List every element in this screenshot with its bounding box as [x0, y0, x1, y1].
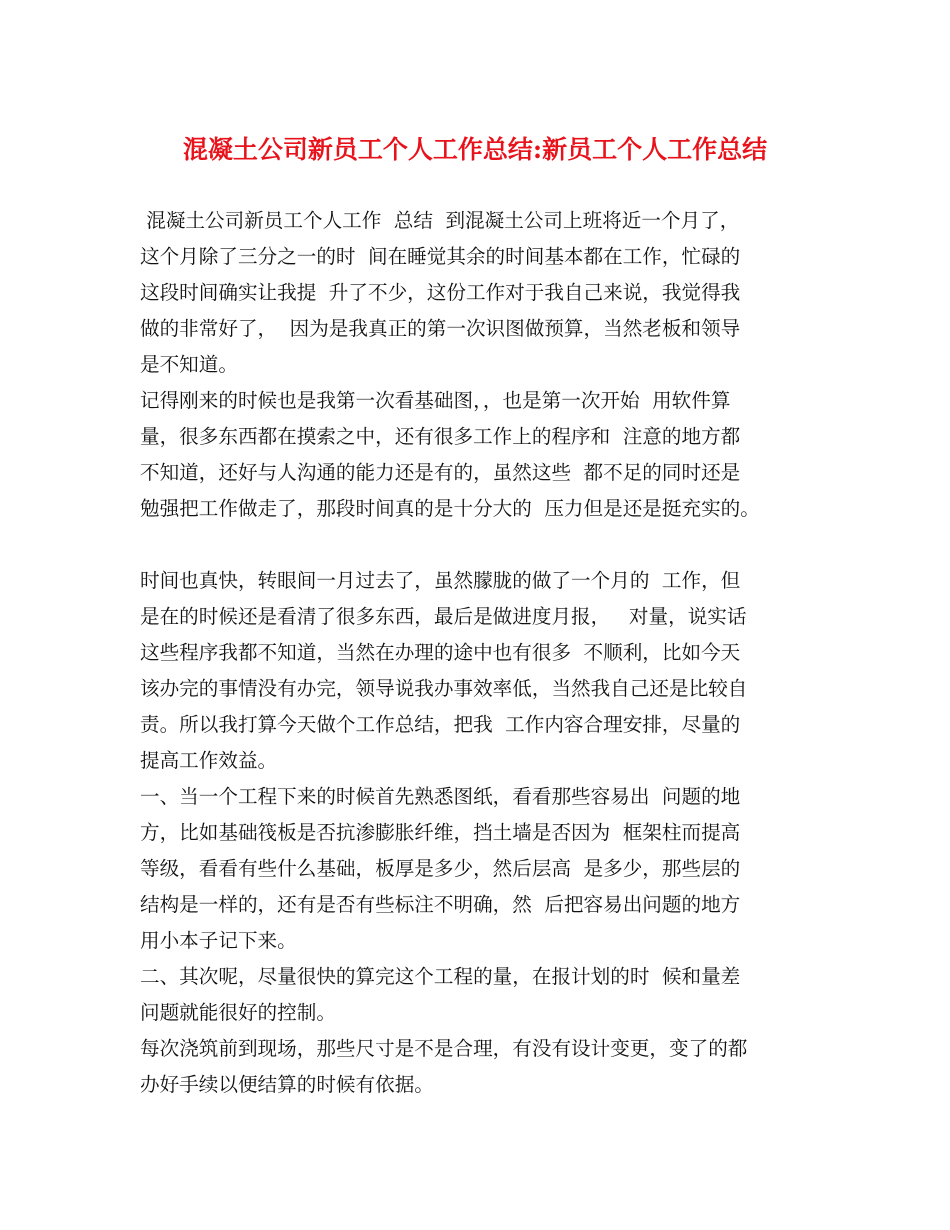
paragraph-site-check [140, 1031, 820, 1103]
text-line: 时间也真快，转眼间一月过去了，虽然朦胧的做了一个月的 工作，但 [140, 569, 741, 592]
text-line: 这些程序我都不知道，当然在办理的途中也有很多 不顺利，比如今天 [140, 641, 741, 664]
paragraph-gap [140, 527, 820, 563]
text-line: 量，很多东西都在摸索之中，还有很多工作上的程序和 注意的地方都 [140, 425, 741, 448]
text-line: 方，比如基础筏板是否抗渗膨胀纤维，挡土墙是否因为 框架柱而提高 [140, 821, 741, 844]
paragraph-point-two [140, 959, 820, 1031]
document-body [140, 203, 820, 1103]
text-line: 是在的时候还是看清了很多东西，最后是做进度月报， 对量，说实话 [140, 605, 747, 628]
text-line: 这个月除了三分之一的时 间在睡觉其余的时间基本都在工作，忙碌的 [140, 245, 741, 268]
text-line: 结构是一样的，还有是否有些标注不明确，然 后把容易出问题的地方 [140, 893, 741, 916]
text-line: 不知道，还好与人沟通的能力还是有的，虽然这些 都不足的同时还是 [140, 461, 741, 484]
text-line: 二、其次呢，尽量很快的算完这个工程的量，在报计划的时 候和量差 [140, 965, 741, 988]
text-line: 勉强把工作做走了，那段时间真的是十分大的 压力但是还是挺充实的。 [140, 497, 760, 520]
text-line: 每次浇筑前到现场，那些尺寸是不是合理，有没有设计变更，变了的都 [140, 1037, 748, 1060]
text-line: 一、当一个工程下来的时候首先熟悉图纸，看看那些容易出 问题的地 [140, 785, 741, 808]
paragraph-month-review [140, 563, 820, 779]
text-line: 做的非常好了， 因为是我真正的第一次识图做预算，当然老板和领导 [140, 317, 741, 340]
text-line: 混凝土公司新员工个人工作 总结 到混凝土公司上班将近一个月了， [140, 209, 740, 232]
text-line: 记得刚来的时候也是我第一次看基础图，，也是第一次开始 用软件算 [140, 389, 731, 412]
text-line: 提高工作效益。 [140, 749, 278, 772]
text-line: 办好手续以便结算的时候有依据。 [140, 1073, 434, 1096]
document-title: 混凝土公司新员工个人工作总结:新员工个人工作总结 [182, 135, 768, 164]
paragraph-point-one [140, 779, 820, 959]
text-line: 用小本子记下来。 [140, 929, 297, 952]
text-line: 这段时间确实让我提 升了不少，这份工作对于我自己来说，我觉得我 [140, 281, 741, 304]
paragraph-intro [140, 203, 820, 383]
text-line: 等级，看看有些什么基础，板厚是多少，然后层高 是多少，那些层的 [140, 857, 741, 880]
text-line: 该办完的事情没有办完，领导说我办事效率低，当然我自己还是比较自 [140, 677, 748, 700]
text-line: 是不知道。 [140, 353, 238, 376]
paragraph-first-days [140, 383, 820, 527]
text-line: 问题就能很好的控制。 [140, 1001, 336, 1024]
text-line: 责。所以我打算今天做个工作总结，把我 工作内容合理安排，尽量的 [140, 713, 741, 736]
